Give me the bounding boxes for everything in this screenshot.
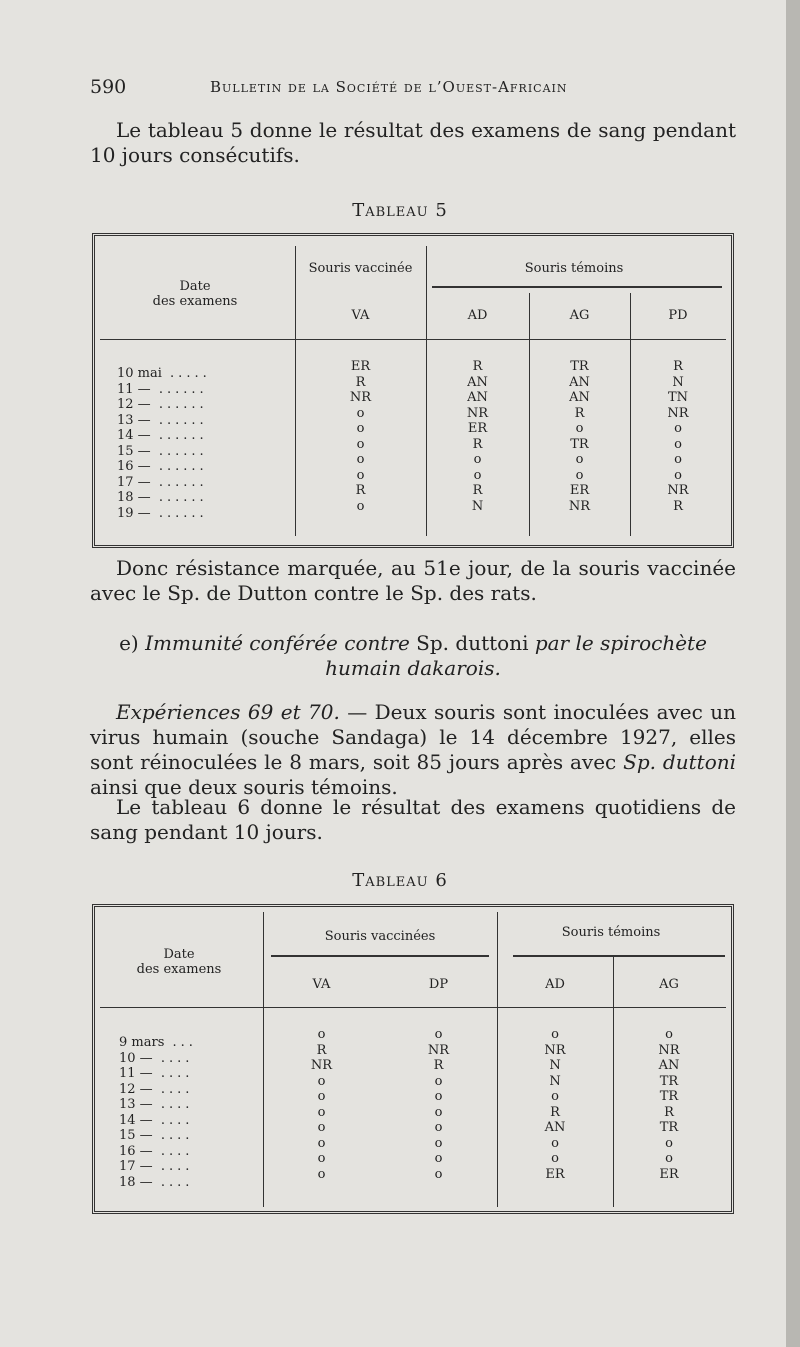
date-cell: 14 — ...... — [117, 428, 208, 443]
table-cell: o — [317, 1089, 326, 1104]
table-cell: o — [356, 436, 365, 452]
table-cell: R — [574, 405, 585, 421]
table6-column-dp — [380, 1027, 497, 1182]
date-cell: 15 — .... — [119, 1128, 194, 1143]
table-cell: o — [473, 452, 482, 467]
date-cell: 17 — ...... — [117, 474, 208, 490]
table-cell: R — [433, 1058, 444, 1073]
table-cell: o — [356, 498, 365, 514]
table6-col-header: AG — [659, 977, 679, 992]
table-cell: NR — [544, 1042, 566, 1058]
para2-text: Donc résistance marquée, au 51e jour, de la souris vaccinée avec le Sp. de Dutton contre le Sp. des rats. — [90, 556, 736, 605]
table-cell: ER — [569, 483, 590, 498]
para1-text: Le tableau 5 donne le résultat des examens de sang pendant 10 jours consécutifs. — [90, 118, 736, 167]
table-cell: o — [434, 1166, 443, 1182]
table-cell: AN — [467, 390, 488, 405]
table-cell: o — [473, 467, 482, 483]
table5-col-header: VA — [351, 308, 370, 323]
table-cell: TN — [667, 390, 689, 405]
page-number: 590 — [90, 76, 127, 98]
table6-col-header: DP — [428, 977, 449, 992]
table6-vaccinated-brace — [271, 955, 489, 965]
experiences-label: Expériences 69 et 70. — [116, 700, 340, 724]
table6-controls-brace — [513, 955, 725, 965]
table-cell: o — [317, 1120, 326, 1135]
table6 — [92, 904, 734, 1214]
table5-column-va — [295, 359, 426, 514]
table5-group-controls: Souris témoins — [524, 261, 624, 276]
date-cell: 16 — ...... — [117, 459, 208, 474]
table-cell: o — [551, 1135, 559, 1151]
section-heading-e: e) Immunité conférée contre Sp. duttoni par le spirochète humain dakarois. — [119, 631, 707, 680]
date-cell: 15 — ...... — [117, 443, 208, 459]
table-cell: R — [673, 498, 683, 514]
table5-group-vaccinated: Souris vaccinée — [308, 261, 413, 276]
date-cell: 12 — ...... — [117, 397, 208, 412]
table6-group-vaccinated: Souris vaccinées — [324, 929, 436, 944]
table-cell: N — [672, 374, 684, 390]
table-cell: o — [356, 421, 365, 436]
date-cell: 10 mai ..... — [117, 366, 211, 381]
table-cell: o — [434, 1073, 443, 1089]
table-cell: o — [551, 1089, 559, 1104]
table-cell: o — [551, 1027, 559, 1042]
table6-group-controls: Souris témoins — [561, 925, 661, 940]
table-cell: o — [665, 1151, 673, 1166]
table-cell: R — [472, 483, 483, 498]
date-cell: 18 — ...... — [117, 490, 208, 505]
date-cell: 17 — .... — [119, 1159, 194, 1174]
table5-title: Tableau 5 — [352, 200, 448, 221]
table-cell: NR — [466, 405, 489, 421]
table-cell: TR — [570, 359, 589, 374]
date-cell: 14 — .... — [119, 1112, 194, 1128]
table-cell: o — [317, 1073, 326, 1089]
table-cell: ER — [350, 359, 371, 374]
paragraph-intro-table6: Le tableau 6 donne le résultat des examens quotidiens de sang pendant 10 jours. — [90, 795, 736, 844]
table5-col-header: AD — [467, 308, 488, 323]
date-cell: 10 — .... — [119, 1050, 194, 1066]
table-cell: R — [355, 483, 366, 498]
table6-column-va — [263, 1027, 380, 1182]
table5-column-ad — [426, 359, 529, 514]
date-cell: 13 — ...... — [117, 412, 208, 428]
table-cell: R — [472, 436, 483, 452]
table-cell: o — [434, 1120, 443, 1135]
table6-column-ag — [613, 1027, 725, 1182]
table-cell: AN — [467, 374, 488, 390]
table-cell: N — [471, 498, 484, 514]
table-cell: AN — [544, 1120, 566, 1135]
table-cell: R — [664, 1104, 674, 1120]
table5-col-header: AG — [569, 308, 590, 323]
table-cell: TR — [659, 1089, 679, 1104]
table-cell: AN — [658, 1058, 680, 1073]
table5 — [92, 233, 734, 548]
table6-col-header: VA — [312, 977, 331, 992]
date-cell: 19 — ...... — [117, 505, 208, 521]
table5-date-column — [117, 366, 211, 521]
paragraph-conclusion — [90, 556, 736, 606]
table-cell: o — [434, 1104, 443, 1120]
table-cell: NR — [427, 1042, 450, 1058]
table-cell: o — [674, 452, 682, 467]
table-cell: NR — [310, 1058, 333, 1073]
table-cell: R — [316, 1042, 327, 1058]
table-cell: TR — [570, 436, 589, 452]
table-cell: N — [549, 1073, 561, 1089]
table-cell: NR — [667, 483, 689, 498]
table-cell: o — [551, 1151, 559, 1166]
table5-column-ag — [529, 359, 630, 514]
table-cell: NR — [658, 1042, 680, 1058]
table6-column-ad — [497, 1027, 613, 1182]
table-cell: o — [665, 1027, 673, 1042]
paragraph-intro-table5 — [90, 118, 736, 168]
table-cell: o — [665, 1135, 673, 1151]
table-cell: N — [549, 1058, 561, 1073]
table5-column-pd — [630, 359, 726, 514]
table5-group-brace — [432, 286, 722, 296]
running-title: Bulletin de la Société de l’Ouest-Africain — [210, 78, 568, 96]
table6-date-column — [119, 1035, 197, 1190]
table-cell: TR — [659, 1073, 679, 1089]
table-cell: o — [674, 421, 682, 436]
table5-col-header: PD — [668, 308, 688, 323]
table5-date-header: Date des examens — [152, 279, 238, 309]
table-cell: o — [674, 436, 682, 452]
table6-col-header: AD — [545, 977, 565, 992]
table-cell: R — [355, 374, 366, 390]
table-cell: o — [575, 452, 584, 467]
table-cell: o — [317, 1027, 326, 1042]
table-cell: NR — [568, 498, 591, 514]
table-cell: TR — [659, 1120, 679, 1135]
date-cell: 11 — .... — [119, 1066, 194, 1081]
table-cell: ER — [545, 1166, 565, 1182]
date-cell: 11 — ...... — [117, 381, 208, 397]
table-cell: R — [550, 1104, 560, 1120]
table-cell: AN — [569, 390, 590, 405]
table-cell: R — [472, 359, 483, 374]
table-cell: o — [434, 1151, 443, 1166]
table-cell: NR — [667, 405, 689, 421]
date-cell: 18 — .... — [119, 1174, 194, 1190]
table-cell: ER — [659, 1166, 679, 1182]
date-cell: 16 — .... — [119, 1143, 194, 1159]
table-cell: o — [575, 421, 584, 436]
table-cell: o — [317, 1104, 326, 1120]
table-cell: o — [356, 467, 365, 483]
table6-title: Tableau 6 — [352, 870, 448, 891]
table-cell: o — [575, 467, 584, 483]
table-cell: o — [434, 1135, 443, 1151]
table-cell: o — [674, 467, 682, 483]
table-cell: o — [356, 452, 365, 467]
table-cell: o — [317, 1151, 326, 1166]
table-cell: R — [673, 359, 683, 374]
date-cell: 13 — .... — [119, 1097, 194, 1112]
table-cell: o — [356, 405, 365, 421]
table-cell: ER — [467, 421, 488, 436]
table-cell: o — [317, 1166, 326, 1182]
table-cell: NR — [349, 390, 372, 405]
table-cell: o — [434, 1027, 443, 1042]
table6-date-header: Date des examens — [136, 947, 222, 977]
date-cell: 12 — .... — [119, 1081, 194, 1097]
paragraph-experiences: Expériences 69 et 70. — Deux souris sont inoculées avec un virus humain (souche Sandaga) le 14 décembre 1927, elles sont réinoculées le 8 mars, soit 85 jours après avec Sp. duttoni ainsi que deux souris témoins. — [90, 700, 737, 799]
table-cell: o — [434, 1089, 443, 1104]
table-cell: AN — [569, 374, 590, 390]
date-cell: 9 mars ... — [119, 1035, 197, 1050]
table-cell: o — [317, 1135, 326, 1151]
